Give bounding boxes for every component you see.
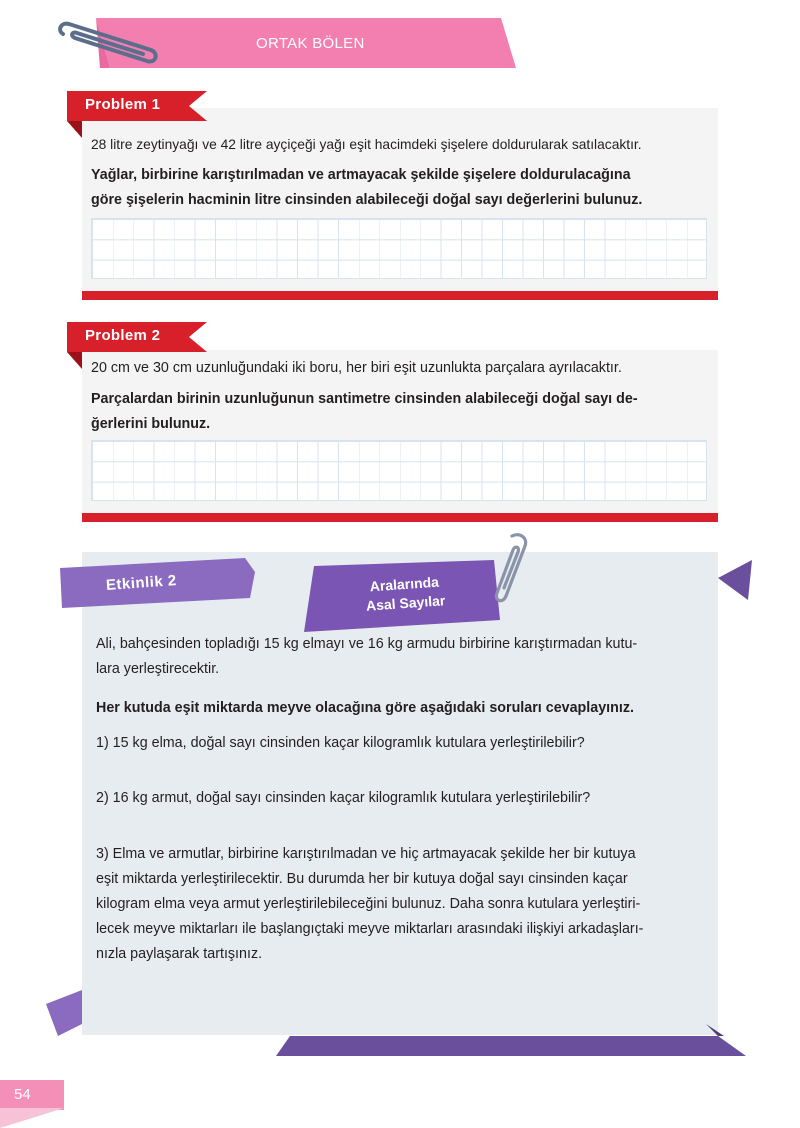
problem-1-question-line-1: Yağlar, birbirine karıştırılmadan ve artmayacak şekilde şişelere doldurulacağına [91,167,631,183]
question-3-line-3: kilogram elma veya armut yerleştirilebileceğini bulunuz. Daha sonra kutulara yerleştiri- [96,896,641,912]
problem-1-line: 28 litre zeytinyağı ve 42 litre ayçiçeği yağı eşit hacimdeki şişelere doldurularak satılacaktır. [91,137,642,152]
problem-1-label: Problem 1 [85,96,161,113]
activity-intro [96,632,708,682]
question-3-line-5: nızla paylaşarak tartışınız. [96,946,263,962]
panel-corner-decoration-left [46,990,82,1038]
problem-2-answer-grid[interactable] [91,440,707,501]
page-number-box [0,1080,64,1110]
problem-1-answer-grid[interactable] [91,218,707,279]
topic-label-line-1: Aralarında [369,573,440,595]
problem-2-line: 20 cm ve 30 cm uzunluğundaki iki boru, her biri eşit uzunlukta parçalara ayrılacaktır. [91,360,622,376]
question-1: 1) 15 kg elma, doğal sayı cinsinden kaçar kilogramlık kutulara yerleştirilebilir? [96,735,585,751]
activity-instruction: Her kutuda eşit miktarda meyve olacağına göre aşağıdaki soruları cevaplayınız. [96,700,634,716]
question-3-line-1: 3) Elma ve armutlar, birbirine karıştırılmadan ve hiç artmayacak şekilde her bir kutuya [96,846,636,862]
problem-2-bottom-bar [82,513,718,522]
panel-corner-decoration-right [718,560,752,600]
panel-bottom-ribbon [276,1024,746,1056]
paperclip-icon [492,530,534,610]
page-number-shadow [0,1108,64,1128]
question-3-line-2: eşit miktarda yerleştirilecektir. Bu durumda her bir kutuya doğal sayı cinsinden kaçar [96,871,628,887]
question-2: 2) 16 kg armut, doğal sayı cinsinden kaçar kilogramlık kutulara yerleştirilebilir? [96,790,591,806]
problem-2-statement [91,356,707,437]
activity-label: Etkinlik 2 [105,572,178,594]
chapter-title: ORTAK BÖLEN [256,35,365,52]
paperclip-icon [55,18,160,68]
question-3 [96,842,708,967]
question-3-line-4: lecek meyve miktarları ile başlangıçtaki meyve miktarları arasındaki ilişkiyi arkadaşları- [96,921,644,937]
activity-intro-line-1: Ali, bahçesinden topladığı 15 kg elmayı ve 16 kg armudu birbirine karıştırmadan kutu- [96,636,638,652]
problem-1-statement [91,132,707,213]
problem-2-label: Problem 2 [85,327,161,344]
page-number: 54 [14,1086,31,1103]
problem-1-question-line-2: göre şişelerin hacminin litre cinsinden alabileceği doğal sayı değerlerini bulunuz. [91,192,643,208]
problem-1-bottom-bar [82,291,718,300]
activity-intro-line-2: lara yerleştirecektir. [96,661,220,677]
problem-2-question-line-2: ğerlerini bulunuz. [91,416,211,432]
problem-2-question-line-1: Parçalardan birinin uzunluğunun santimetre cinsinden alabileceği doğal sayı de- [91,391,638,407]
topic-label-line-2: Asal Sayılar [365,592,446,614]
